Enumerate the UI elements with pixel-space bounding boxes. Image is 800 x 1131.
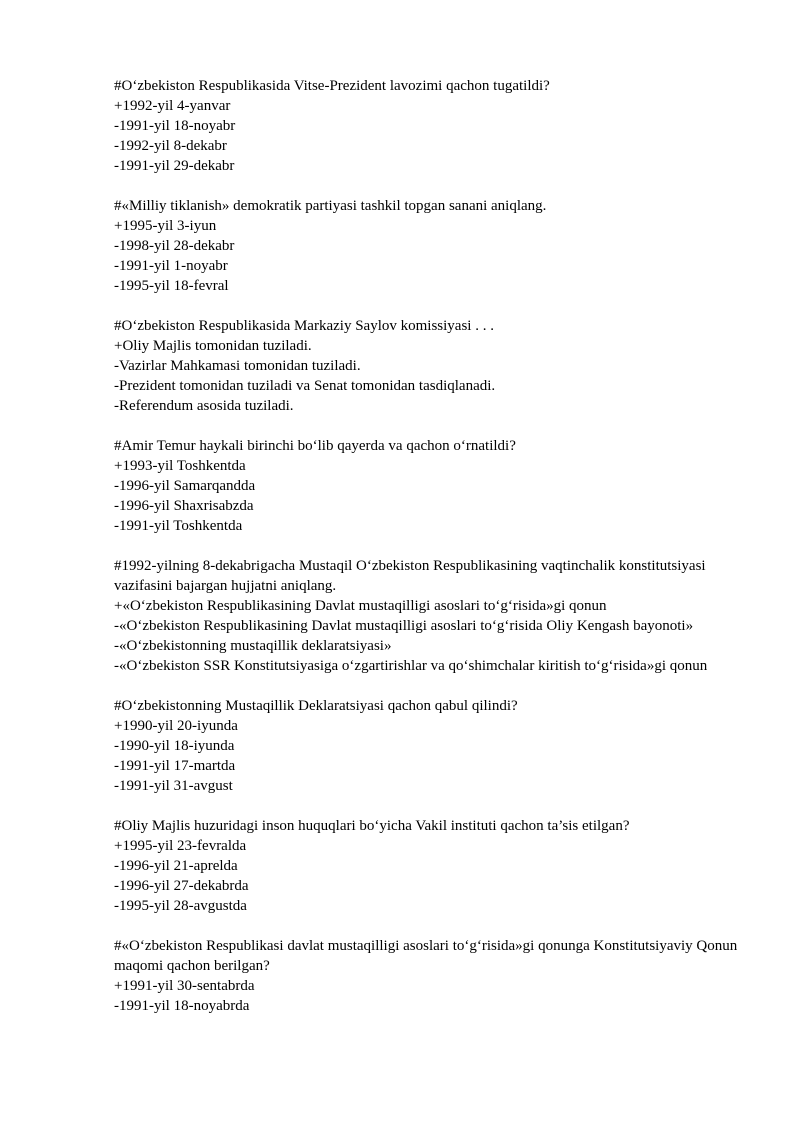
answer-option: -«O‘zbekistonning mustaqillik deklaratsiyasi» [114,638,392,654]
answer-option: -1996-yil Shaxrisabzda [114,498,254,514]
answer-option: -1998-yil 28-dekabr [114,238,235,254]
answer-option: -1991-yil Toshkentda [114,518,243,534]
question-text: #O‘zbekistonning Mustaqillik Deklaratsiyasi qachon qabul qilindi? [114,698,518,714]
question-block [114,936,754,1016]
answer-option: -1991-yil 17-martda [114,758,236,774]
question-text: #1992-yilning 8-dekabrigacha Mustaqil O‘zbekiston Respublikasining vaqtinchalik konstitutsiyasi vazifasini bajargan hujjatni aniqlang. [114,558,710,594]
question-text: #O‘zbekiston Respublikasida Vitse-Prezident lavozimi qachon tugatildi? [114,78,550,94]
answer-option: -1995-yil 18-fevral [114,278,229,294]
answer-option: -1996-yil Samarqandda [114,478,256,494]
answer-option: +1990-yil 20-iyunda [114,718,238,734]
answer-option: -1991-yil 18-noyabrda [114,998,250,1014]
question-text: #Oliy Majlis huzuridagi inson huquqlari bo‘yicha Vakil instituti qachon ta’sis etilgan? [114,818,630,834]
answer-option: +1993-yil Toshkentda [114,458,246,474]
answer-option: +1992-yil 4-yanvar [114,98,231,114]
question-text: #«O‘zbekiston Respublikasi davlat mustaqilligi asoslari to‘g‘risida»gi qonunga Konstitutsiyaviy Qonun maqomi qachon berilgan? [114,938,742,974]
answer-option: -1991-yil 31-avgust [114,778,233,794]
answer-option: -«O‘zbekiston Respublikasining Davlat mustaqilligi asoslari to‘g‘risida Oliy Kengash bayonoti» [114,618,694,634]
question-block [114,816,754,916]
answer-option: -1996-yil 21-aprelda [114,858,238,874]
question-block [114,196,754,296]
question-text: #Amir Temur haykali birinchi bo‘lib qayerda va qachon o‘rnatildi? [114,438,516,454]
question-text: #O‘zbekiston Respublikasida Markaziy Saylov komissiyasi . . . [114,318,494,334]
answer-option: +1995-yil 3-iyun [114,218,217,234]
answer-option: -1990-yil 18-iyunda [114,738,235,754]
answer-option: -Vazirlar Mahkamasi tomonidan tuziladi. [114,358,361,374]
answer-option: -1996-yil 27-dekabrda [114,878,249,894]
answer-option: -Referendum asosida tuziladi. [114,398,294,414]
answer-option: -1991-yil 1-noyabr [114,258,228,274]
answer-option: -1992-yil 8-dekabr [114,138,227,154]
answer-option: +1991-yil 30-sentabrda [114,978,255,994]
question-block [114,316,754,416]
question-block [114,76,754,176]
question-block [114,436,754,536]
answer-option: +1995-yil 23-fevralda [114,838,247,854]
answer-option: +«O‘zbekiston Respublikasining Davlat mustaqilligi asoslari to‘g‘risida»gi qonun [114,598,607,614]
answer-option: -«O‘zbekiston SSR Konstitutsiyasiga o‘zgartirishlar va qo‘shimchalar kiritish to‘g‘risida»gi qonun [114,658,708,674]
question-block [114,696,754,796]
answer-option: -1991-yil 29-dekabr [114,158,235,174]
question-text: #«Milliy tiklanish» demokratik partiyasi tashkil topgan sanani aniqlang. [114,198,547,214]
answer-option: +Oliy Majlis tomonidan tuziladi. [114,338,312,354]
question-block [114,556,754,676]
answer-option: -1991-yil 18-noyabr [114,118,236,134]
answer-option: -1995-yil 28-avgustda [114,898,247,914]
document-page [114,76,754,1036]
answer-option: -Prezident tomonidan tuziladi va Senat tomonidan tasdiqlanadi. [114,378,496,394]
